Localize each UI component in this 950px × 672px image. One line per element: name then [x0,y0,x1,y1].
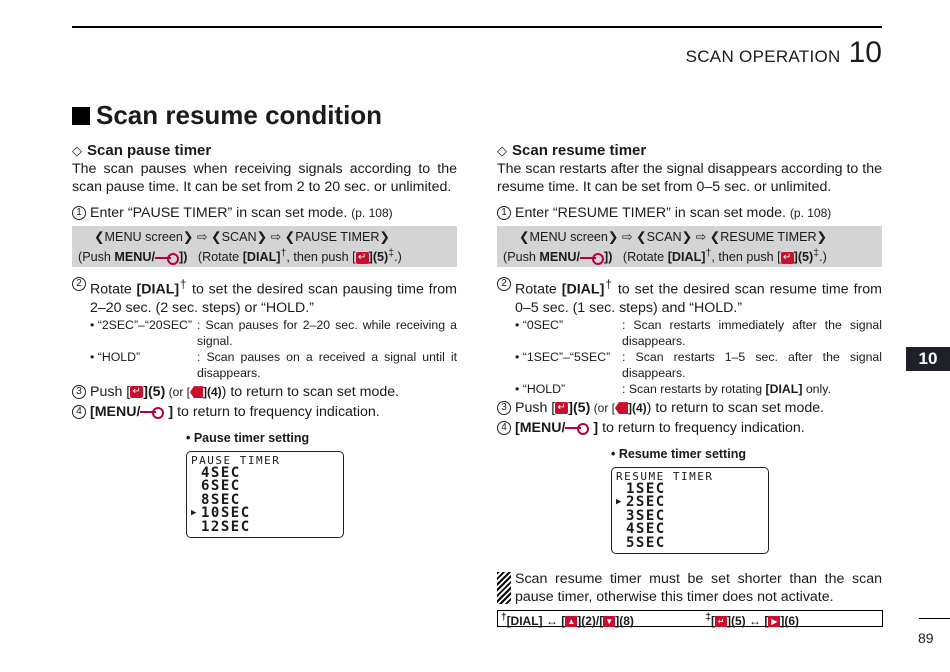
enter-icon: ↵ [555,402,568,414]
right-subtitle-text: Scan resume timer [512,142,647,159]
key-icon [155,253,179,263]
menu-key-label: [MENU/ [515,419,566,436]
key-4: ](4) [627,400,647,415]
step-number: 3 [497,401,511,415]
step-text-rest: ) to return to scan set mode. [221,383,400,400]
footer-key-legend [497,610,883,627]
right-bullet-1 [515,349,882,381]
bracket-close: ] [164,403,174,420]
back-icon [615,402,628,414]
section-title [72,100,382,131]
bullet-value: : Scan restarts immediately after the signal disappears. [622,317,882,348]
square-bullet-icon [72,107,90,125]
lcd-title: RESUME TIMER [616,469,714,483]
page-ref: (p. 108) [351,206,393,220]
dagger: † [705,247,712,259]
lcd-item: 4SEC [201,464,241,481]
pause-timer-lcd [186,451,344,539]
left-menu-path-box [72,226,457,267]
bullet-value: : Scan restarts 1–5 sec. after the signal disappears. [622,349,882,380]
step-text-rest: to return to frequency indication. [173,403,380,420]
right-menu-path-box [497,226,882,267]
page-rule [919,618,950,619]
key-6: ](6) [780,614,799,628]
step-number: 2 [497,277,511,291]
bullet-key: • “HOLD” [515,381,566,396]
bullet-key: • “0SEC” [515,317,564,332]
push-text: (Push [503,250,540,265]
step-number: 2 [72,277,86,291]
bullet-value: : Scan pauses on a received a signal until it disappears. [197,349,457,380]
back-icon [190,386,203,398]
right-arrow-icon: ▶ [768,616,780,627]
key-5: ](5) [368,250,389,265]
bullet-key: • “2SEC”–“20SEC” [90,317,193,332]
key-5: ](5) [143,383,166,400]
key-8: ](8) [615,614,634,628]
rotate-text: (Rotate [622,250,668,265]
note [497,570,882,606]
bullet-key: • “HOLD” [90,349,141,364]
rotate-text: (Rotate [197,250,243,265]
left-intro: The scan pauses when receiving signals according to the scan pause time. It can be set from 2 to 20 sec. or unlimited. [72,161,457,195]
step-number: 4 [72,405,86,419]
push-text: Push [ [515,399,556,416]
left-subtitle-text: Scan pause timer [87,142,212,159]
step-number: 3 [72,385,86,399]
dial-label: [DIAL] [136,281,180,298]
step-text: Rotate [90,281,137,298]
menu-key-label: MENU/ [539,250,580,265]
bullet-value: : Scan restarts by rotating [622,381,766,396]
lcd-item-selected: ▶ 2SEC [616,496,764,510]
footer-dial-legend [501,611,634,626]
key-4: ](4) [202,384,222,399]
up-arrow-icon: ▲ [565,616,577,627]
dial-label: [DIAL] [561,281,605,298]
bracket-close: ]) [604,250,613,265]
note-text: Scan resume timer must be set shorter than the scan pause timer, otherwise this timer does not activate. [515,571,882,606]
page-ref: (p. 108) [789,206,832,220]
enter-icon: ↵ [130,386,143,398]
dial-label: [DIAL] [242,250,281,265]
then-push-text: , then push [ [286,250,356,265]
lcd-item: 12SEC [201,518,251,535]
enter-icon: ↵ [356,252,369,264]
dial-label: [DIAL] [667,250,706,265]
bracket-close: ] [589,419,599,436]
dial-label: [DIAL] [765,381,803,396]
lcd-item: 4SEC [626,521,666,538]
or-text: (or [ [590,400,615,415]
dagger: † [501,612,507,623]
step-text-rest: to return to frequency indication. [598,419,805,436]
chapter-header [686,36,882,70]
diamond-icon: ◇ [72,143,82,158]
left-column [72,142,457,538]
bracket-close: ]) [179,250,188,265]
down-arrow-icon: ▼ [603,616,615,627]
dagger: † [179,277,188,292]
enter-icon: ↵ [715,616,727,627]
right-lcd-block [611,445,882,555]
menu-path: ❮MENU screen❯ ⇨ ❮SCAN❯ ⇨ ❮PAUSE TIMER❯ [94,230,390,244]
push-text: Push [ [90,383,131,400]
or-text: (or [ [165,384,190,399]
note-hatch-icon [497,572,511,604]
step-text-rest: to set the desired scan pausing time from 2–20 sec. (2 sec. steps) or “HOLD.” [90,281,458,316]
key-5: ](5) [793,250,814,265]
left-step-4 [72,403,457,421]
page-number: 89 [918,630,934,646]
left-subtitle [72,142,457,160]
lcd-caption: • Pause timer setting [186,430,310,445]
key-2: ](2)/[ [577,614,604,628]
lcd-item: 5SEC [626,534,666,551]
lcd-caption: • Resume timer setting [611,446,746,461]
double-dagger: ‡ [388,247,395,259]
lcd-item: 1SEC [626,480,666,497]
bullet-key: • “1SEC”–“5SEC” [515,349,611,364]
lcd-item: 3SEC [626,507,666,524]
double-dagger: ‡ [705,612,711,623]
chapter-title: SCAN OPERATION [685,47,841,66]
close-paren: .) [819,250,827,265]
left-step-1 [72,204,457,222]
dagger: † [280,247,287,259]
footer-enter-legend [705,611,799,626]
step-text: Enter “RESUME TIMER” in scan set mode. [515,205,786,221]
step-number: 4 [497,421,511,435]
step-text: Rotate [515,281,562,298]
lcd-item-selected: ▶ 10SEC [191,507,339,521]
menu-key-label: [MENU/ [90,403,141,420]
section-title-text: Scan resume condition [96,100,383,130]
lcd-item: 6SEC [201,478,241,495]
step-text-rest: ) to return to scan set mode. [646,399,825,416]
arrow-text: ↔ [ [542,614,566,628]
key-5: ](5) ↔ [ [727,614,769,628]
resume-timer-lcd [611,467,769,555]
bullet-value: : Scan pauses for 2–20 sec. while receiving a signal. [197,317,457,348]
key-icon [140,407,164,417]
right-bullet-2 [515,381,882,397]
menu-path: ❮MENU screen❯ ⇨ ❮SCAN❯ ⇨ ❮RESUME TIMER❯ [519,230,828,244]
right-subtitle [497,142,882,160]
lcd-item: 8SEC [201,491,241,508]
key-instructions [78,245,451,265]
close-paren: .) [394,250,402,265]
step-text: Enter “PAUSE TIMER” in scan set mode. [90,205,348,221]
key-instructions [503,245,876,265]
right-step-1 [497,204,882,222]
step-text-rest: to set the desired scan resume time from 0–5 sec. (1 sec. steps) and “HOLD.” [515,281,882,316]
diamond-icon: ◇ [497,143,507,158]
dial-label: [DIAL] [506,614,543,628]
push-text: (Push [78,250,115,265]
key-icon [580,253,604,263]
bullet-value-end: only. [802,381,831,396]
left-step-3 [72,383,457,401]
lcd-title: PAUSE TIMER [191,453,281,467]
left-step-2 [72,275,457,317]
chapter-side-tab: 10 [906,347,950,371]
right-intro: The scan restarts after the signal disappears according to the resume time. It can be set from 0–5 sec. or unlimited. [497,161,882,195]
right-step-3 [497,399,882,417]
chapter-number: 10 [848,36,882,69]
key-5: ](5) [568,399,591,416]
enter-icon: ↵ [781,252,794,264]
right-step-4 [497,419,882,437]
left-bullet-1 [90,349,457,381]
right-bullet-0 [515,317,882,349]
menu-key-label: MENU/ [114,250,155,265]
dagger: † [604,277,613,292]
then-push-text: , then push [ [711,250,781,265]
double-dagger: ‡ [813,247,820,259]
right-column [497,142,882,606]
left-lcd-block [186,429,457,539]
step-number: 1 [72,206,86,220]
key-icon [565,423,589,433]
step-number: 1 [497,206,511,220]
left-bullet-0 [90,317,457,349]
right-step-2 [497,275,882,317]
top-rule [72,26,882,28]
bracket-open: [ [711,614,715,628]
